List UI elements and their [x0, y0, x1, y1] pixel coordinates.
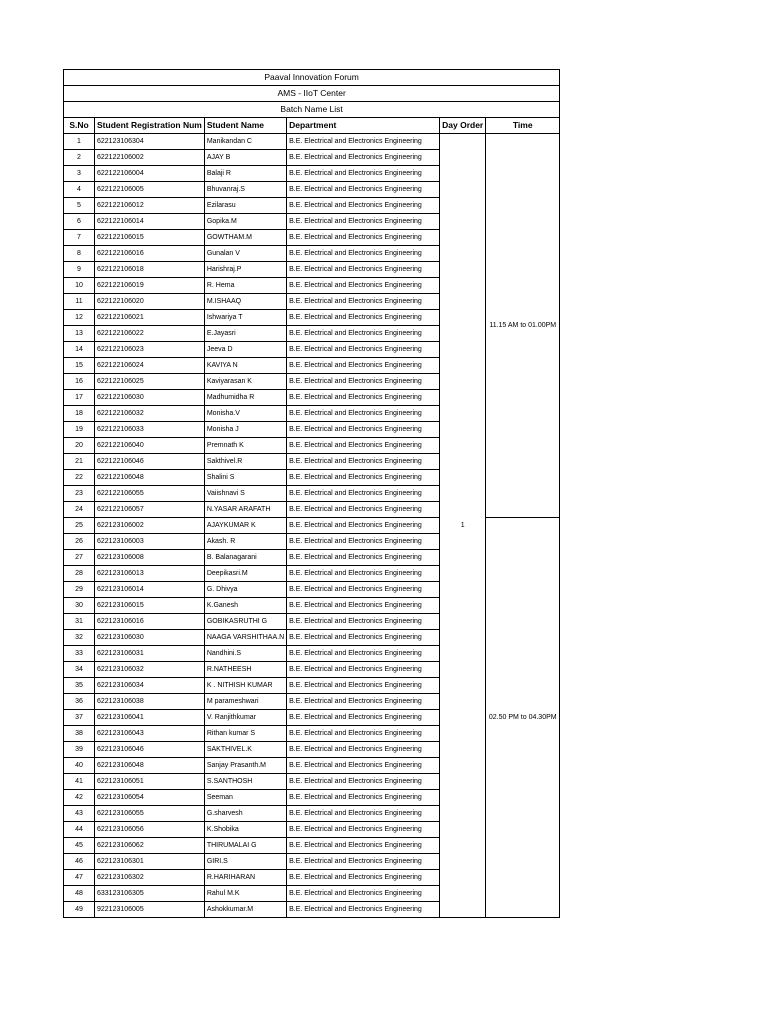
- student-sno: 4: [64, 182, 95, 198]
- student-registration-number: 622122106023: [95, 342, 205, 358]
- student-name: V. Ranjithkumar: [204, 710, 286, 726]
- student-registration-number: 622122106055: [95, 486, 205, 502]
- student-department: B.E. Electrical and Electronics Engineering: [287, 358, 440, 374]
- student-registration-number: 622123106054: [95, 790, 205, 806]
- student-registration-number: 622123106043: [95, 726, 205, 742]
- student-sno: 37: [64, 710, 95, 726]
- student-department: B.E. Electrical and Electronics Engineering: [287, 374, 440, 390]
- student-department: B.E. Electrical and Electronics Engineering: [287, 406, 440, 422]
- student-name: SAKTHIVEL.K: [204, 742, 286, 758]
- student-department: B.E. Electrical and Electronics Engineering: [287, 598, 440, 614]
- student-registration-number: 622123106304: [95, 134, 205, 150]
- student-department: B.E. Electrical and Electronics Engineering: [287, 470, 440, 486]
- student-registration-number: 622123106051: [95, 774, 205, 790]
- student-name: Monisha J: [204, 422, 286, 438]
- list-title: Batch Name List: [64, 102, 560, 118]
- student-name: N.YASAR ARAFATH: [204, 502, 286, 518]
- student-sno: 5: [64, 198, 95, 214]
- student-name: AJAYKUMAR K: [204, 518, 286, 534]
- table-row: [64, 518, 560, 534]
- student-department: B.E. Electrical and Electronics Engineering: [287, 294, 440, 310]
- student-department: B.E. Electrical and Electronics Engineering: [287, 774, 440, 790]
- student-sno: 12: [64, 310, 95, 326]
- student-registration-number: 622122106016: [95, 246, 205, 262]
- student-sno: 35: [64, 678, 95, 694]
- student-department: B.E. Electrical and Electronics Engineering: [287, 854, 440, 870]
- header-department: Department: [287, 118, 440, 134]
- student-registration-number: 622122106040: [95, 438, 205, 454]
- student-department: B.E. Electrical and Electronics Engineering: [287, 230, 440, 246]
- student-registration-number: 622123106003: [95, 534, 205, 550]
- student-department: B.E. Electrical and Electronics Engineering: [287, 390, 440, 406]
- student-department: B.E. Electrical and Electronics Engineering: [287, 214, 440, 230]
- student-sno: 23: [64, 486, 95, 502]
- student-department: B.E. Electrical and Electronics Engineering: [287, 150, 440, 166]
- student-department: B.E. Electrical and Electronics Engineering: [287, 582, 440, 598]
- student-sno: 32: [64, 630, 95, 646]
- student-name: Shalini S: [204, 470, 286, 486]
- student-name: Premnath K: [204, 438, 286, 454]
- student-department: B.E. Electrical and Electronics Engineering: [287, 806, 440, 822]
- student-name: Ashokkumar.M: [204, 902, 286, 918]
- student-sno: 41: [64, 774, 95, 790]
- student-registration-number: 622123106048: [95, 758, 205, 774]
- student-sno: 46: [64, 854, 95, 870]
- header-day-order: Day Order: [440, 118, 486, 134]
- student-name: Gopika.M: [204, 214, 286, 230]
- student-sno: 21: [64, 454, 95, 470]
- student-registration-number: 622123106013: [95, 566, 205, 582]
- student-department: B.E. Electrical and Electronics Engineering: [287, 422, 440, 438]
- student-name: NAAGA VARSHITHAA.N: [204, 630, 286, 646]
- student-sno: 14: [64, 342, 95, 358]
- forum-title: Paaval Innovation Forum: [64, 70, 560, 86]
- time-slot-cell: 11.15 AM to 01.00PM: [486, 134, 560, 518]
- student-name: M.ISHAAQ: [204, 294, 286, 310]
- student-department: B.E. Electrical and Electronics Engineering: [287, 550, 440, 566]
- student-department: B.E. Electrical and Electronics Engineering: [287, 758, 440, 774]
- student-name: GOBIKASRUTHI G: [204, 614, 286, 630]
- center-title: AMS - IIoT Center: [64, 86, 560, 102]
- student-department: B.E. Electrical and Electronics Engineering: [287, 790, 440, 806]
- student-department: B.E. Electrical and Electronics Engineering: [287, 742, 440, 758]
- student-registration-number: 622122106002: [95, 150, 205, 166]
- student-registration-number: 622123106008: [95, 550, 205, 566]
- student-sno: 33: [64, 646, 95, 662]
- student-sno: 18: [64, 406, 95, 422]
- table-row: [64, 134, 560, 150]
- student-sno: 19: [64, 422, 95, 438]
- student-sno: 40: [64, 758, 95, 774]
- header-time: Time: [486, 118, 560, 134]
- student-sno: 29: [64, 582, 95, 598]
- student-department: B.E. Electrical and Electronics Engineering: [287, 646, 440, 662]
- student-registration-number: 622123106056: [95, 822, 205, 838]
- student-name: Bhuvanraj.S: [204, 182, 286, 198]
- student-department: B.E. Electrical and Electronics Engineering: [287, 310, 440, 326]
- student-sno: 49: [64, 902, 95, 918]
- student-registration-number: 633123106305: [95, 886, 205, 902]
- student-name: Vaiishnavi S: [204, 486, 286, 502]
- student-department: B.E. Electrical and Electronics Engineering: [287, 870, 440, 886]
- student-sno: 11: [64, 294, 95, 310]
- student-name: G. Dhivya: [204, 582, 286, 598]
- student-registration-number: 622122106020: [95, 294, 205, 310]
- student-sno: 28: [64, 566, 95, 582]
- student-name: K.Ganesh: [204, 598, 286, 614]
- student-department: B.E. Electrical and Electronics Engineering: [287, 198, 440, 214]
- student-sno: 24: [64, 502, 95, 518]
- student-sno: 20: [64, 438, 95, 454]
- student-registration-number: 622122106005: [95, 182, 205, 198]
- student-department: B.E. Electrical and Electronics Engineering: [287, 678, 440, 694]
- student-sno: 26: [64, 534, 95, 550]
- student-sno: 22: [64, 470, 95, 486]
- student-sno: 1: [64, 134, 95, 150]
- student-name: E.Jayasri: [204, 326, 286, 342]
- student-name: Seeman: [204, 790, 286, 806]
- student-registration-number: 622123106015: [95, 598, 205, 614]
- student-name: Ezilarasu: [204, 198, 286, 214]
- student-registration-number: 622122106019: [95, 278, 205, 294]
- student-department: B.E. Electrical and Electronics Engineering: [287, 166, 440, 182]
- student-department: B.E. Electrical and Electronics Engineering: [287, 534, 440, 550]
- student-sno: 43: [64, 806, 95, 822]
- student-sno: 45: [64, 838, 95, 854]
- student-name: R. Hema: [204, 278, 286, 294]
- student-department: B.E. Electrical and Electronics Engineering: [287, 838, 440, 854]
- student-department: B.E. Electrical and Electronics Engineering: [287, 886, 440, 902]
- student-name: Monisha.V: [204, 406, 286, 422]
- student-registration-number: 622122106025: [95, 374, 205, 390]
- student-sno: 48: [64, 886, 95, 902]
- student-sno: 44: [64, 822, 95, 838]
- student-name: Gunalan V: [204, 246, 286, 262]
- student-sno: 25: [64, 518, 95, 534]
- student-name: AJAY B: [204, 150, 286, 166]
- student-department: B.E. Electrical and Electronics Engineering: [287, 614, 440, 630]
- student-registration-number: 622122106057: [95, 502, 205, 518]
- student-name: R.NATHEESH: [204, 662, 286, 678]
- student-name: THIRUMALAI G: [204, 838, 286, 854]
- student-name: Nandhini.S: [204, 646, 286, 662]
- student-name: KAVIYA N: [204, 358, 286, 374]
- student-registration-number: 622122106004: [95, 166, 205, 182]
- student-name: K.Shobika: [204, 822, 286, 838]
- student-sno: 31: [64, 614, 95, 630]
- student-registration-number: 622122106024: [95, 358, 205, 374]
- student-sno: 34: [64, 662, 95, 678]
- student-department: B.E. Electrical and Electronics Engineering: [287, 134, 440, 150]
- student-name: Balaji R: [204, 166, 286, 182]
- student-name: Sakthivel.R: [204, 454, 286, 470]
- header-registration-number: Student Registration Num: [95, 118, 205, 134]
- student-name: Ishwariya T: [204, 310, 286, 326]
- student-department: B.E. Electrical and Electronics Engineering: [287, 694, 440, 710]
- student-registration-number: 622123106302: [95, 870, 205, 886]
- student-department: B.E. Electrical and Electronics Engineering: [287, 726, 440, 742]
- student-registration-number: 622122106030: [95, 390, 205, 406]
- student-department: B.E. Electrical and Electronics Engineering: [287, 662, 440, 678]
- student-name: Rithan kumar S: [204, 726, 286, 742]
- student-sno: 9: [64, 262, 95, 278]
- student-registration-number: 622123106016: [95, 614, 205, 630]
- student-registration-number: 622123106031: [95, 646, 205, 662]
- student-department: B.E. Electrical and Electronics Engineering: [287, 246, 440, 262]
- student-department: B.E. Electrical and Electronics Engineering: [287, 262, 440, 278]
- student-name: G.sharvesh: [204, 806, 286, 822]
- student-registration-number: 622122106033: [95, 422, 205, 438]
- student-department: B.E. Electrical and Electronics Engineering: [287, 326, 440, 342]
- header-sno: S.No: [64, 118, 95, 134]
- student-registration-number: 622122106018: [95, 262, 205, 278]
- student-department: B.E. Electrical and Electronics Engineering: [287, 518, 440, 534]
- student-department: B.E. Electrical and Electronics Engineering: [287, 566, 440, 582]
- student-name: Kaviyarasan K: [204, 374, 286, 390]
- student-department: B.E. Electrical and Electronics Engineering: [287, 182, 440, 198]
- student-registration-number: 922123106005: [95, 902, 205, 918]
- student-sno: 36: [64, 694, 95, 710]
- student-registration-number: 622122106022: [95, 326, 205, 342]
- header-student-name: Student Name: [204, 118, 286, 134]
- student-sno: 16: [64, 374, 95, 390]
- student-registration-number: 622123106046: [95, 742, 205, 758]
- student-department: B.E. Electrical and Electronics Engineering: [287, 438, 440, 454]
- student-sno: 13: [64, 326, 95, 342]
- student-registration-number: 622123106014: [95, 582, 205, 598]
- student-department: B.E. Electrical and Electronics Engineering: [287, 278, 440, 294]
- student-sno: 8: [64, 246, 95, 262]
- student-registration-number: 622123106041: [95, 710, 205, 726]
- student-sno: 27: [64, 550, 95, 566]
- student-registration-number: 622123106032: [95, 662, 205, 678]
- student-name: Harishraj.P: [204, 262, 286, 278]
- student-name: Jeeva D: [204, 342, 286, 358]
- student-name: GIRI.S: [204, 854, 286, 870]
- student-registration-number: 622123106055: [95, 806, 205, 822]
- student-name: GOWTHAM.M: [204, 230, 286, 246]
- student-name: R.HARIHARAN: [204, 870, 286, 886]
- student-sno: 10: [64, 278, 95, 294]
- student-registration-number: 622123106301: [95, 854, 205, 870]
- student-name: Manikandan C: [204, 134, 286, 150]
- student-registration-number: 622122106015: [95, 230, 205, 246]
- student-name: K . NITHISH KUMAR: [204, 678, 286, 694]
- student-registration-number: 622123106002: [95, 518, 205, 534]
- student-sno: 6: [64, 214, 95, 230]
- student-sno: 2: [64, 150, 95, 166]
- student-department: B.E. Electrical and Electronics Engineering: [287, 342, 440, 358]
- student-name: B. Balanagarani: [204, 550, 286, 566]
- student-sno: 47: [64, 870, 95, 886]
- student-registration-number: 622122106014: [95, 214, 205, 230]
- student-sno: 7: [64, 230, 95, 246]
- day-order-cell: 1: [440, 134, 486, 918]
- student-department: B.E. Electrical and Electronics Engineering: [287, 710, 440, 726]
- student-department: B.E. Electrical and Electronics Engineering: [287, 630, 440, 646]
- student-registration-number: 622123106062: [95, 838, 205, 854]
- header-row: [64, 118, 560, 134]
- student-registration-number: 622122106046: [95, 454, 205, 470]
- student-registration-number: 622123106038: [95, 694, 205, 710]
- student-registration-number: 622123106030: [95, 630, 205, 646]
- student-name: Deepikasri.M: [204, 566, 286, 582]
- student-name: Rahul M.K: [204, 886, 286, 902]
- student-department: B.E. Electrical and Electronics Engineering: [287, 502, 440, 518]
- student-registration-number: 622122106048: [95, 470, 205, 486]
- student-registration-number: 622122106032: [95, 406, 205, 422]
- student-sno: 30: [64, 598, 95, 614]
- time-slot-cell: 02.50 PM to 04.30PM: [486, 518, 560, 918]
- batch-name-list-table: [63, 69, 560, 918]
- student-sno: 17: [64, 390, 95, 406]
- student-sno: 3: [64, 166, 95, 182]
- student-name: Akash. R: [204, 534, 286, 550]
- student-sno: 39: [64, 742, 95, 758]
- student-sno: 38: [64, 726, 95, 742]
- student-registration-number: 622122106021: [95, 310, 205, 326]
- student-department: B.E. Electrical and Electronics Engineering: [287, 822, 440, 838]
- student-sno: 15: [64, 358, 95, 374]
- student-department: B.E. Electrical and Electronics Engineering: [287, 486, 440, 502]
- student-department: B.E. Electrical and Electronics Engineering: [287, 454, 440, 470]
- student-name: Madhumidha R: [204, 390, 286, 406]
- student-name: M parameshwari: [204, 694, 286, 710]
- student-sno: 42: [64, 790, 95, 806]
- student-registration-number: 622123106034: [95, 678, 205, 694]
- student-department: B.E. Electrical and Electronics Engineering: [287, 902, 440, 918]
- student-name: S.SANTHOSH: [204, 774, 286, 790]
- student-name: Sanjay Prasanth.M: [204, 758, 286, 774]
- student-registration-number: 622122106012: [95, 198, 205, 214]
